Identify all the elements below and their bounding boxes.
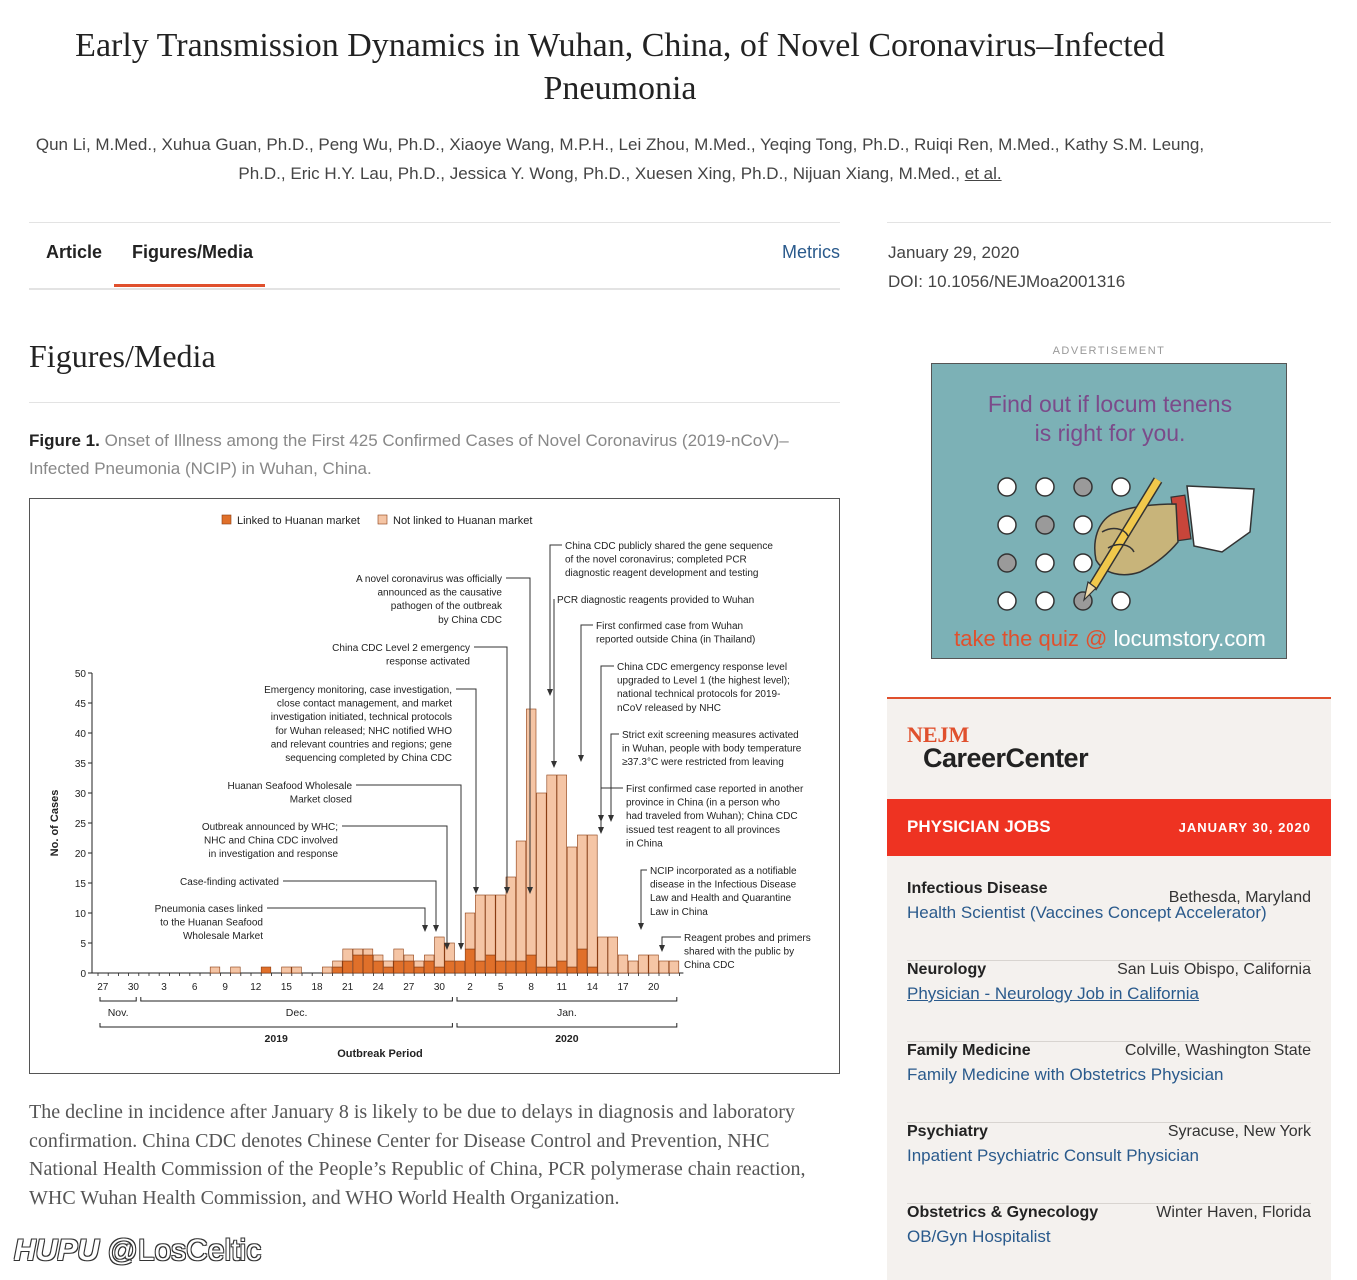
quiz-bubble-icon — [998, 592, 1016, 610]
y-tick-label: 20 — [74, 849, 86, 860]
annotation-leader — [601, 788, 623, 833]
year-group-label: 2019 — [264, 1033, 288, 1045]
bar-linked — [516, 961, 526, 973]
bar-not-linked — [435, 937, 445, 967]
bar-not-linked — [231, 967, 241, 973]
figure-note: The decline in incidence after January 8 is likely to be due to delays in diagnosis and laboratory confirmation. China CDC denotes Chinese Center for Disease Control and Prevention, NHC National Health Commission of the People’s Republic of China, PCR polymerase chain reaction, WHC Wuhan Health Commission, and WHO World Health Organization. — [29, 1101, 806, 1209]
annotation-arrow — [473, 887, 479, 894]
divider — [887, 222, 1331, 223]
y-tick-label: 35 — [74, 759, 86, 770]
job-title-link[interactable]: Family Medicine with Obstetrics Physician — [907, 1065, 1224, 1084]
annotation-text: China CDC publicly shared the gene sequence of the novel coronavirus; completed PCR diagnostic reagent development and testing — [565, 541, 773, 580]
epidemic-curve-chart — [30, 499, 839, 1073]
annotation — [638, 866, 797, 930]
career-center-widget — [887, 697, 1331, 1280]
job-specialty: Neurology — [907, 961, 987, 978]
advertisement-label: ADVERTISEMENT — [1052, 345, 1166, 357]
quiz-bubble-icon — [1036, 592, 1054, 610]
annotation-leader — [601, 666, 614, 821]
annotation-text: Reagent probes and primers shared with the public by China CDC — [684, 933, 811, 972]
tab-article[interactable]: Article — [46, 242, 103, 262]
bar-linked — [577, 949, 587, 973]
author-list — [30, 130, 1210, 188]
ad-headline — [932, 390, 1287, 448]
quiz-bubble-icon — [1112, 592, 1130, 610]
x-tick-label: 27 — [403, 982, 415, 993]
job-title-link[interactable]: Health Scientist (Vaccines Concept Accelerator) — [907, 903, 1267, 922]
x-tick-label: 9 — [222, 982, 228, 993]
y-tick-label: 50 — [74, 669, 86, 680]
annotation-text: Strict exit screening measures activated in Wuhan, people with body temperature ≥37.3°C were restricted from leaving — [622, 730, 802, 769]
bar-not-linked — [608, 937, 618, 973]
job-location: Winter Haven, Florida — [1156, 1204, 1311, 1221]
bar-linked — [353, 955, 363, 973]
advertisement-banner[interactable] — [931, 363, 1287, 659]
watermark — [14, 1234, 261, 1268]
bar-linked — [261, 967, 271, 973]
y-axis-label: No. of Cases — [49, 789, 61, 857]
bar-not-linked — [404, 955, 414, 961]
annotation-text: Emergency monitoring, case investigation, close contact management, and market investigation initiated, technical protocols for Wuhan released; NHC notified WHO and relevant countries and regions; gene sequencing completed by China CDC — [264, 685, 452, 764]
x-tick-label: 18 — [311, 982, 323, 993]
figure-caption — [29, 427, 829, 483]
annotation-arrow — [578, 755, 584, 762]
job-listing — [907, 880, 1311, 961]
article-tabs — [29, 236, 840, 290]
legend-label-not-linked: Not linked to Huanan market — [393, 515, 533, 527]
y-tick-label: 45 — [74, 699, 86, 710]
x-tick-label: 3 — [161, 982, 167, 993]
annotation-arrow — [598, 827, 604, 834]
bar-not-linked — [475, 895, 485, 961]
bar-not-linked — [496, 895, 506, 961]
annotation-text: Huanan Seafood Wholesale Market closed — [227, 781, 352, 806]
bar-not-linked — [659, 961, 669, 973]
bar-not-linked — [414, 961, 424, 967]
ad-headline-line-2: is right for you. — [1034, 420, 1186, 446]
x-axis-label: Outbreak Period — [337, 1048, 423, 1060]
annotation-leader — [356, 785, 461, 949]
quiz-bubble-icon — [998, 516, 1016, 534]
figure-label: Figure 1. — [29, 431, 100, 450]
annotation-text: NCIP incorporated as a notifiable disease in the Infectious Disease Law and Health and Quarantine Law in China — [650, 866, 797, 918]
section-title: Figures/Media — [29, 338, 216, 374]
bar-linked — [333, 967, 343, 973]
physician-jobs-title: PHYSICIAN JOBS — [907, 817, 1051, 836]
doi: DOI: 10.1056/NEJMoa2001316 — [888, 272, 1126, 291]
bar-not-linked — [333, 961, 343, 967]
annotation — [598, 784, 804, 849]
legend-swatch-linked — [222, 515, 231, 524]
x-tick-label: 24 — [372, 982, 384, 993]
job-title-link[interactable]: Inpatient Psychiatric Consult Physician — [907, 1146, 1199, 1165]
annotation-leader — [581, 625, 593, 761]
annotation — [659, 933, 811, 971]
x-tick-label: 27 — [97, 982, 109, 993]
month-group-bracket — [100, 997, 136, 1001]
bar-linked — [465, 949, 475, 973]
annotation-text: Pneumonia cases linked to the Huanan Seafood Wholesale Market — [154, 904, 263, 943]
annotation-text: First confirmed case reported in another province in China (in a person who had traveled from Wuhan); China CDC issued test reagent to all provinces in China — [626, 784, 804, 850]
bar-not-linked — [537, 793, 547, 967]
x-tick-label: 8 — [528, 982, 534, 993]
annotation-leader — [641, 870, 647, 929]
bar-not-linked — [210, 967, 220, 973]
job-specialty: Psychiatry — [907, 1123, 988, 1140]
annotation-leader — [550, 545, 562, 695]
bar-not-linked — [669, 961, 679, 973]
job-listing — [907, 1123, 1311, 1204]
bar-linked — [343, 961, 353, 973]
y-tick-label: 10 — [74, 909, 86, 920]
x-tick-label: 21 — [342, 982, 354, 993]
bar-linked — [557, 961, 567, 973]
divider — [29, 222, 840, 223]
year-group-bracket — [457, 1023, 677, 1027]
bar-not-linked — [343, 949, 353, 961]
bar-linked — [414, 967, 424, 973]
divider — [29, 402, 840, 403]
quiz-bubble-icon — [1074, 478, 1092, 496]
x-tick-label: 14 — [586, 982, 598, 993]
job-specialty: Infectious Disease — [907, 880, 1048, 897]
bar-not-linked — [322, 967, 332, 973]
month-group-bracket — [141, 997, 453, 1001]
bar-not-linked — [577, 835, 587, 949]
bar-not-linked — [618, 955, 628, 973]
annotation-text: Case-finding activated — [180, 877, 279, 888]
nejm-logo[interactable]: NEJM — [907, 722, 970, 747]
bar-linked — [394, 961, 404, 973]
bar-linked — [455, 961, 465, 973]
active-tab-indicator — [114, 284, 265, 287]
x-tick-label: 20 — [648, 982, 660, 993]
bar-not-linked — [353, 949, 363, 955]
month-group-bracket — [457, 997, 677, 1001]
career-center-logo[interactable]: CareerCenter — [923, 743, 1089, 773]
x-tick-label: 5 — [497, 982, 504, 993]
ad-quiz-link[interactable] — [932, 626, 1287, 652]
year-group-label: 2020 — [555, 1033, 579, 1045]
annotation-arrow — [547, 689, 553, 696]
x-tick-label: 30 — [433, 982, 445, 993]
physician-jobs-date: JANUARY 30, 2020 — [1178, 820, 1311, 835]
bar-not-linked — [384, 961, 394, 967]
bar-not-linked — [486, 895, 496, 955]
bar-not-linked — [363, 949, 373, 955]
job-location: Syracuse, New York — [1167, 1123, 1311, 1140]
annotation-arrow — [608, 815, 614, 822]
month-group-label: Nov. — [107, 1007, 129, 1019]
job-listing — [907, 961, 1311, 1042]
quiz-bubble-icon — [1036, 554, 1054, 572]
x-tick-label: 15 — [280, 982, 292, 993]
annotation-arrow — [458, 943, 464, 950]
publication-date: January 29, 2020 — [888, 243, 1020, 262]
physician-jobs-header — [887, 799, 1331, 856]
x-tick-label: 2 — [467, 982, 473, 993]
x-tick-label: 11 — [556, 982, 567, 993]
tab-metrics[interactable]: Metrics — [782, 242, 840, 262]
bar-linked — [588, 967, 598, 973]
annotation-leader — [283, 881, 436, 931]
watermark-handle: @LosCeltic — [107, 1234, 262, 1267]
bar-not-linked — [526, 709, 536, 955]
job-location: Colville, Washington State — [1124, 1042, 1311, 1059]
quiz-bubble-icon — [1112, 478, 1130, 496]
ad-quiz-prefix: take the quiz @ — [954, 626, 1108, 651]
job-location: San Luis Obispo, California — [1117, 961, 1311, 978]
quiz-bubble-icon — [1074, 516, 1092, 534]
bar-linked — [526, 955, 536, 973]
annotation-text: China CDC emergency response level upgraded to Level 1 (the highest level); national technical protocols for 2019-nCoV released by NHC — [617, 662, 790, 714]
annotation-text: Outbreak announced by WHC; NHC and China CDC involved in investigation and response — [201, 822, 338, 861]
bar-not-linked — [639, 955, 649, 973]
figure-1[interactable] — [29, 498, 840, 1074]
et-al-link[interactable]: et al. — [964, 164, 1002, 183]
bar-not-linked — [282, 967, 292, 973]
bar-not-linked — [649, 955, 659, 973]
bar-not-linked — [628, 961, 638, 973]
legend-swatch-not-linked — [378, 515, 387, 524]
figure-caption-text: Onset of Illness among the First 425 Confirmed Cases of Novel Coronavirus (2019-nCoV)–Infected Pneumonia (NCIP) in Wuhan, China. — [29, 431, 789, 478]
month-group-label: Jan. — [556, 1007, 577, 1019]
bar-linked — [445, 961, 455, 973]
legend-label-linked: Linked to Huanan market — [237, 515, 360, 527]
annotation-arrow — [659, 945, 665, 952]
bar-not-linked — [567, 847, 577, 967]
y-tick-label: 30 — [74, 789, 86, 800]
annotation-text: China CDC Level 2 emergency response activated — [332, 643, 470, 668]
job-specialty: Family Medicine — [907, 1042, 1031, 1059]
job-title-link[interactable]: Physician - Neurology Job in California — [907, 984, 1199, 1003]
bar-not-linked — [516, 841, 526, 961]
annotation-text: PCR diagnostic reagents provided to Wuhan — [557, 595, 755, 606]
pencil-hand-icon — [1084, 480, 1254, 600]
bar-linked — [384, 967, 394, 973]
annotation-leader — [267, 908, 425, 931]
bar-linked — [363, 955, 373, 973]
annotation-leader — [456, 689, 476, 893]
bar-linked — [547, 967, 557, 973]
x-tick-label: 12 — [250, 982, 262, 993]
month-group-label: Dec. — [285, 1007, 308, 1019]
annotation-leader — [342, 826, 447, 949]
y-tick-label: 40 — [74, 729, 86, 740]
annotation-leader — [474, 647, 507, 893]
bar-not-linked — [588, 835, 598, 967]
bar-not-linked — [394, 949, 404, 961]
job-title-link[interactable]: OB/Gyn Hospitalist — [907, 1227, 1051, 1246]
bar-not-linked — [557, 775, 567, 961]
ad-quiz-site: locumstory.com — [1113, 626, 1266, 651]
quiz-bubble-icon — [998, 554, 1016, 572]
job-listing — [907, 1042, 1311, 1123]
annotation-arrow — [551, 761, 557, 768]
bar-linked — [435, 967, 445, 973]
annotation-text: A novel coronavirus was officially announced as the causative pathogen of the outbreak by China CDC — [356, 574, 502, 626]
bar-linked — [486, 955, 496, 973]
bar-linked — [424, 961, 434, 973]
bar-linked — [496, 961, 506, 973]
annotation — [332, 643, 510, 894]
annotation-leader — [611, 734, 619, 821]
job-listing — [907, 1204, 1311, 1280]
x-tick-label: 6 — [191, 982, 198, 993]
y-tick-label: 5 — [80, 939, 86, 950]
bar-linked — [404, 961, 414, 973]
bar-not-linked — [547, 775, 557, 967]
authors-text: Qun Li, M.Med., Xuhua Guan, Ph.D., Peng Wu, Ph.D., Xiaoye Wang, M.P.H., Lei Zhou, M.Med., Yeqing Tong, Ph.D., Ruiqi Ren, M.Med., Kathy S.M. Leung, Ph.D., Eric H.Y. Lau, Ph.D., Jessica Y. Wong, Ph.D., Xuesen Xing, Ph.D., Nijuan Xiang, M.Med., — [35, 135, 1205, 183]
quiz-bubble-icon — [1074, 554, 1092, 572]
annotation-arrow — [638, 923, 644, 930]
annotation-leader — [662, 937, 681, 951]
annotation — [155, 904, 428, 942]
bar-linked — [567, 967, 577, 973]
ad-headline-line-1: Find out if locum tenens — [987, 391, 1233, 417]
year-group-bracket — [100, 1023, 452, 1027]
x-tick-label: 17 — [617, 982, 629, 993]
bar-linked — [373, 961, 383, 973]
quiz-bubble-icon — [1036, 478, 1054, 496]
y-tick-label: 0 — [80, 969, 86, 980]
x-tick-label: 30 — [127, 982, 139, 993]
bar-not-linked — [292, 967, 302, 973]
bar-linked — [506, 961, 516, 973]
annotation-text: First confirmed case from Wuhan reported outside China (in Thailand) — [596, 621, 756, 646]
bar-not-linked — [465, 913, 475, 949]
bar-linked — [537, 967, 547, 973]
annotation-arrow — [433, 925, 439, 932]
bar-linked — [475, 961, 485, 973]
quiz-bubble-icon — [1036, 516, 1054, 534]
article-title: Early Transmission Dynamics in Wuhan, China, of Novel Coronavirus–Infected Pneumonia — [75, 27, 1165, 107]
bar-not-linked — [424, 955, 434, 961]
bar-not-linked — [598, 937, 608, 973]
bar-not-linked — [373, 955, 383, 961]
watermark-site: HUPU — [14, 1234, 100, 1267]
y-tick-label: 15 — [74, 879, 86, 890]
job-location: Bethesda, Maryland — [1168, 889, 1311, 906]
y-tick-label: 25 — [74, 819, 86, 830]
tab-figures-media[interactable]: Figures/Media — [132, 242, 254, 262]
job-specialty: Obstetrics & Gynecology — [907, 1204, 1099, 1221]
quiz-bubble-icon — [998, 478, 1016, 496]
annotation-arrow — [422, 925, 428, 932]
